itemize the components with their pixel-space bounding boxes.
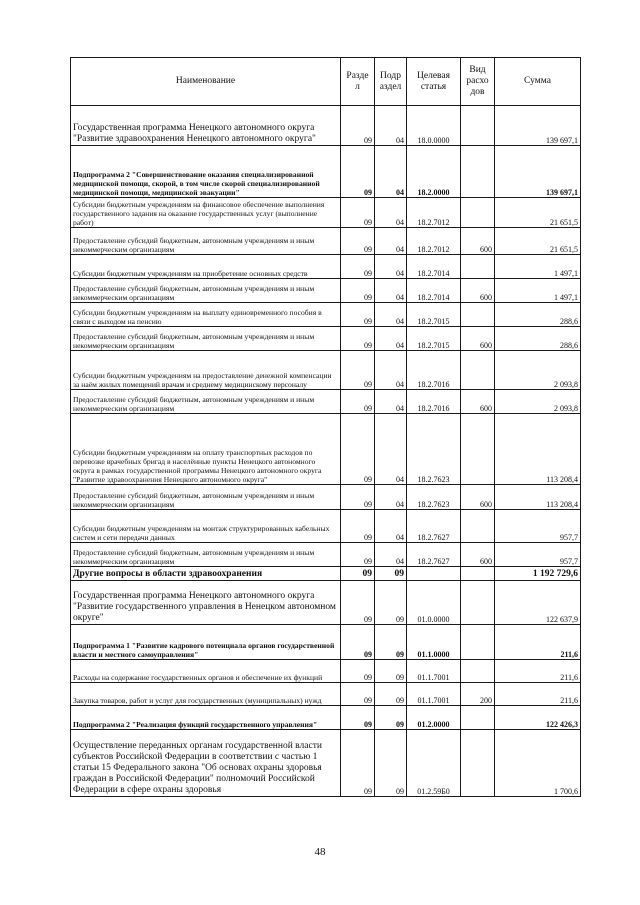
cell-section: 09 [341, 198, 375, 228]
cell-section: 09 [341, 625, 375, 660]
cell-target: 18.2.7012 [407, 198, 461, 228]
cell-name: Субсидии бюджетным учреждениям на монтаж структурированных кабельных систем и сети передачи данных [71, 510, 341, 543]
cell-section: 09 [341, 228, 375, 255]
cell-type: 600 [461, 327, 495, 351]
cell-amount: 21 651,5 [495, 228, 581, 255]
cell-type [461, 303, 495, 327]
cell-section: 09 [341, 146, 375, 198]
cell-target: 01.2.59Б0 [407, 730, 461, 797]
cell-subsection: 09 [375, 706, 407, 730]
table-row [71, 683, 581, 706]
cell-section: 09 [341, 390, 375, 414]
cell-type [461, 146, 495, 198]
table-row [71, 198, 581, 228]
cell-subsection: 04 [375, 543, 407, 567]
cell-subsection: 04 [375, 351, 407, 390]
table-row [71, 414, 581, 485]
cell-section: 09 [341, 351, 375, 390]
cell-subsection: 09 [375, 567, 407, 581]
cell-subsection: 04 [375, 390, 407, 414]
cell-name: Подпрограмма 2 "Совершенствование оказания специализированной медицинской помощи, скорой, в том числе скорой специализированной медицинской помощи, медицинской эвакуации" [71, 146, 341, 198]
cell-section: 09 [341, 567, 375, 581]
cell-amount: 1 497,1 [495, 255, 581, 279]
cell-type [461, 414, 495, 485]
cell-name: Предоставление субсидий бюджетным, автономным учреждениям и иным некоммерческим организациям [71, 543, 341, 567]
cell-name: Другие вопросы в области здравоохранения [71, 567, 341, 581]
cell-target: 18.2.0000 [407, 146, 461, 198]
table-row [71, 485, 581, 510]
table-row [71, 327, 581, 351]
cell-type [461, 660, 495, 683]
cell-target: 18.2.7623 [407, 485, 461, 510]
cell-target: 18.2.7012 [407, 228, 461, 255]
cell-subsection: 04 [375, 255, 407, 279]
cell-target: 18.2.7623 [407, 414, 461, 485]
cell-amount: 122 426,3 [495, 706, 581, 730]
table-row [71, 567, 581, 581]
cell-target [407, 567, 461, 581]
header-subsection: Подр аздел [375, 58, 407, 106]
cell-subsection: 04 [375, 414, 407, 485]
cell-name: Осуществление переданных органам государственной власти субъектов Российской Федерации в соответствии с частью 1 статьи 15 Федерального закона "Об основах охраны здоровья граждан в Российской Федерации" полномочий Российской Федерации в сфере охраны здоровья [71, 730, 341, 797]
cell-section: 09 [341, 730, 375, 797]
cell-subsection: 09 [375, 625, 407, 660]
table-row [71, 581, 581, 625]
cell-target: 18.2.7016 [407, 351, 461, 390]
cell-name: Подпрограмма 1 "Развитие кадрового потенциала органов государственной власти и местного самоуправления" [71, 625, 341, 660]
cell-name: Расходы на содержание государственных органов и обеспечение их функций [71, 660, 341, 683]
cell-amount: 139 697,1 [495, 106, 581, 146]
cell-amount: 122 637,9 [495, 581, 581, 625]
cell-type [461, 625, 495, 660]
cell-target: 01.1.0000 [407, 625, 461, 660]
cell-subsection: 04 [375, 146, 407, 198]
cell-section: 09 [341, 683, 375, 706]
cell-subsection: 09 [375, 683, 407, 706]
cell-section: 09 [341, 485, 375, 510]
cell-amount: 288,6 [495, 327, 581, 351]
cell-target: 01.0.0000 [407, 581, 461, 625]
cell-section: 09 [341, 581, 375, 625]
table-row [71, 228, 581, 255]
header-target: Целевая статья [407, 58, 461, 106]
cell-amount: 211,6 [495, 660, 581, 683]
cell-section: 09 [341, 255, 375, 279]
cell-target: 18.2.7627 [407, 510, 461, 543]
cell-section: 09 [341, 327, 375, 351]
cell-section: 09 [341, 543, 375, 567]
table-row [71, 660, 581, 683]
cell-type: 600 [461, 543, 495, 567]
cell-type [461, 730, 495, 797]
cell-target: 18.2.7627 [407, 543, 461, 567]
cell-subsection: 09 [375, 660, 407, 683]
cell-name: Предоставление субсидий бюджетным, автономным учреждениям и иным некоммерческим организациям [71, 485, 341, 510]
header-type: Вид расхо дов [461, 58, 495, 106]
cell-section: 09 [341, 279, 375, 303]
cell-amount: 1 497,1 [495, 279, 581, 303]
header-section: Разде л [341, 58, 375, 106]
cell-subsection: 04 [375, 303, 407, 327]
cell-name: Предоставление субсидий бюджетным, автономным учреждениям и иным некоммерческим организациям [71, 228, 341, 255]
cell-target: 18.0.0000 [407, 106, 461, 146]
cell-name: Субсидии бюджетным учреждениям на выплату единовременного пособия в связи с выходом на пенсию [71, 303, 341, 327]
cell-type: 200 [461, 683, 495, 706]
cell-subsection: 09 [375, 730, 407, 797]
cell-name: Закупка товаров, работ и услуг для государственных (муниципальных) нужд [71, 683, 341, 706]
cell-type [461, 255, 495, 279]
table-row [71, 730, 581, 797]
cell-name: Предоставление субсидий бюджетным, автономным учреждениям и иным некоммерческим организациям [71, 390, 341, 414]
cell-subsection: 04 [375, 106, 407, 146]
cell-section: 09 [341, 303, 375, 327]
cell-amount: 21 651,5 [495, 198, 581, 228]
cell-name: Предоставление субсидий бюджетным, автономным учреждениям и иным некоммерческим организациям [71, 279, 341, 303]
table-row [71, 303, 581, 327]
header-name: Наименование [71, 58, 341, 106]
cell-name: Субсидии бюджетным учреждениям на оплату транспортных расходов по перевозке врачебных бригад в населённые пункты Ненецкого автономного округа в рамках государственной программы Ненецкого автономного округа "Развитие здравоохранения Ненецкого автономного округа" [71, 414, 341, 485]
budget-table [70, 57, 581, 797]
cell-subsection: 04 [375, 228, 407, 255]
cell-amount: 2 093,8 [495, 390, 581, 414]
table-row [71, 106, 581, 146]
cell-name: Субсидии бюджетным учреждениям на приобретение основных средств [71, 255, 341, 279]
table-row [71, 625, 581, 660]
table-row [71, 255, 581, 279]
cell-subsection: 04 [375, 198, 407, 228]
cell-amount: 139 697,1 [495, 146, 581, 198]
cell-target: 01.1.7001 [407, 660, 461, 683]
cell-amount: 2 093,8 [495, 351, 581, 390]
cell-amount: 957,7 [495, 510, 581, 543]
cell-name: Государственная программа Ненецкого автономного округа "Развитие здравоохранения Ненецкого автономного округа" [71, 106, 341, 146]
cell-target: 18.2.7014 [407, 279, 461, 303]
cell-name: Подпрограмма 2 "Реализация функций государственного управления" [71, 706, 341, 730]
cell-type [461, 510, 495, 543]
cell-name: Субсидии бюджетным учреждениям на финансовое обеспечение выполнения государственного задания на оказание государственных услуг (выполнение работ) [71, 198, 341, 228]
table-row [71, 390, 581, 414]
cell-subsection: 04 [375, 279, 407, 303]
table-row [71, 146, 581, 198]
cell-type: 600 [461, 228, 495, 255]
cell-amount: 211,6 [495, 683, 581, 706]
cell-subsection: 04 [375, 327, 407, 351]
cell-amount: 1 192 729,6 [495, 567, 581, 581]
cell-amount: 211,6 [495, 625, 581, 660]
cell-name: Предоставление субсидий бюджетным, автономным учреждениям и иным некоммерческим организациям [71, 327, 341, 351]
cell-amount: 113 208,4 [495, 414, 581, 485]
header-row [71, 58, 581, 106]
page-number: 48 [314, 846, 326, 858]
cell-amount: 113 208,4 [495, 485, 581, 510]
cell-section: 09 [341, 660, 375, 683]
cell-name: Субсидии бюджетным учреждениям на предоставление денежной компенсации за наём жилых помещений врачам и среднему медицинскому персоналу [71, 351, 341, 390]
cell-type [461, 567, 495, 581]
cell-section: 09 [341, 510, 375, 543]
table-row [71, 543, 581, 567]
cell-type [461, 581, 495, 625]
cell-type [461, 706, 495, 730]
cell-name: Государственная программа Ненецкого автономного округа "Развитие государственного управления в Ненецком автономном округе" [71, 581, 341, 625]
cell-type: 600 [461, 485, 495, 510]
cell-section: 09 [341, 414, 375, 485]
cell-target: 18.2.7015 [407, 327, 461, 351]
header-amount: Сумма [495, 58, 581, 106]
cell-target: 18.2.7014 [407, 255, 461, 279]
cell-target: 01.2.0000 [407, 706, 461, 730]
table-row [71, 279, 581, 303]
cell-section: 09 [341, 706, 375, 730]
cell-target: 01.1.7001 [407, 683, 461, 706]
cell-amount: 957,7 [495, 543, 581, 567]
cell-subsection: 04 [375, 510, 407, 543]
cell-subsection: 09 [375, 581, 407, 625]
cell-amount: 1 700,6 [495, 730, 581, 797]
cell-target: 18.2.7015 [407, 303, 461, 327]
cell-subsection: 04 [375, 485, 407, 510]
cell-type: 600 [461, 279, 495, 303]
table-row [71, 706, 581, 730]
cell-section: 09 [341, 106, 375, 146]
cell-type [461, 351, 495, 390]
cell-target: 18.2.7016 [407, 390, 461, 414]
cell-amount: 288,6 [495, 303, 581, 327]
cell-type [461, 198, 495, 228]
cell-type: 600 [461, 390, 495, 414]
cell-type [461, 106, 495, 146]
table-row [71, 351, 581, 390]
table-row [71, 510, 581, 543]
